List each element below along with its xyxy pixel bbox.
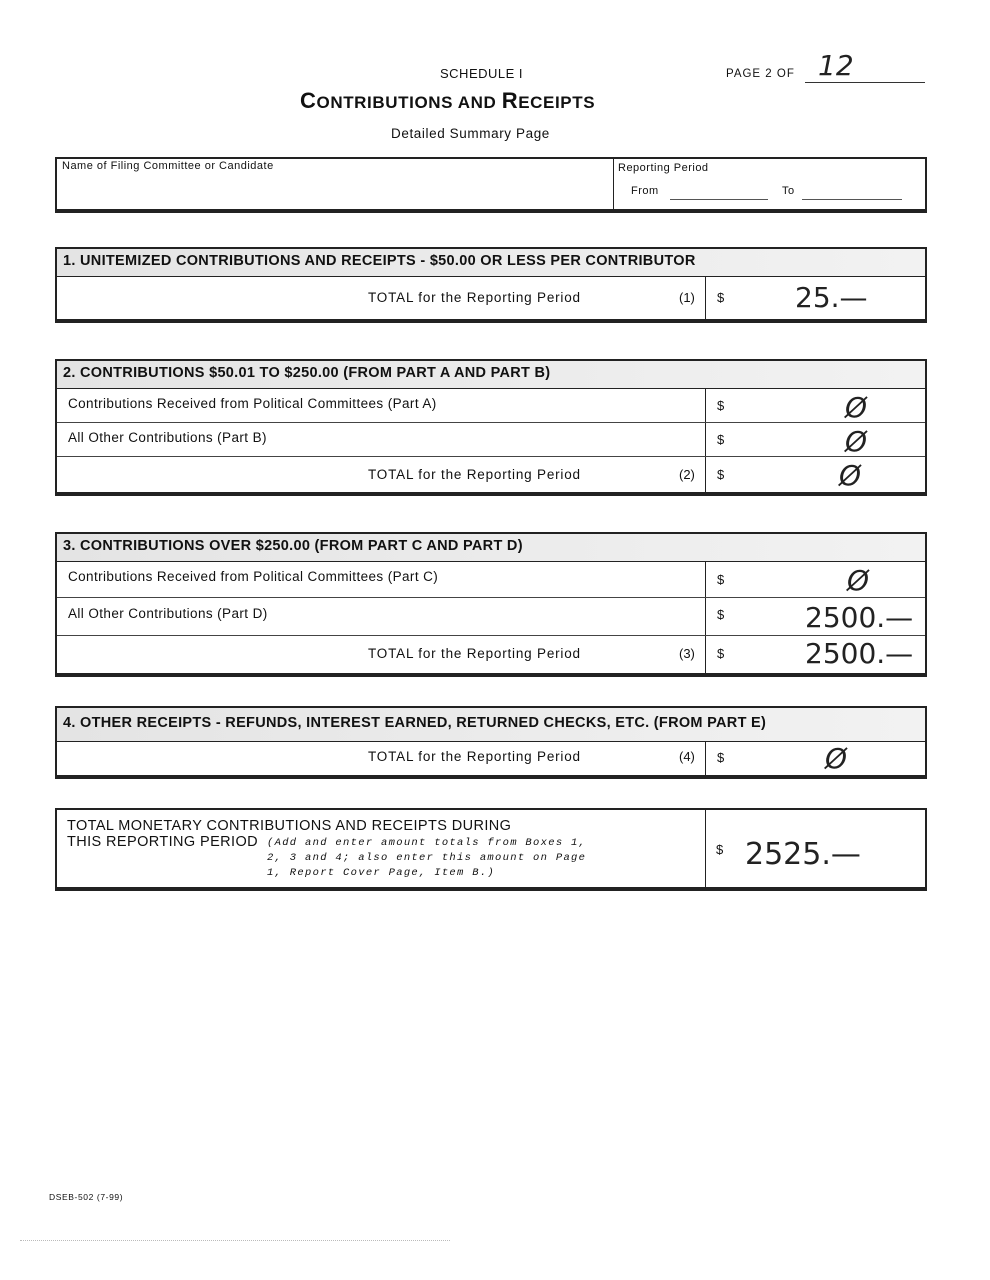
divider xyxy=(705,636,706,673)
section-4-total-value[interactable]: Ø xyxy=(825,742,848,775)
section-2-total-row xyxy=(57,457,925,494)
dollar-sign: $ xyxy=(717,572,725,587)
grand-total-line-1: TOTAL MONETARY CONTRIBUTIONS AND RECEIPTS DURING xyxy=(67,818,512,834)
section-4-box xyxy=(55,706,927,779)
divider xyxy=(705,742,706,775)
section-3-total-row xyxy=(57,636,925,673)
total-label: TOTAL for the Reporting Period xyxy=(368,646,581,661)
page-total-line xyxy=(805,82,925,83)
part-a-value[interactable]: Ø xyxy=(845,391,868,424)
grand-total-box xyxy=(55,808,927,891)
divider xyxy=(705,562,706,597)
section-1-box xyxy=(55,247,927,323)
part-a-label: Contributions Received from Political Committees (Part A) xyxy=(68,396,437,411)
section-2-part-a-row xyxy=(57,389,925,423)
dollar-sign: $ xyxy=(717,290,725,305)
page-title xyxy=(300,88,595,114)
divider xyxy=(613,159,614,209)
section-4-header: 4. OTHER RECEIPTS - REFUNDS, INTEREST EARNED, RETURNED CHECKS, ETC. (FROM PART E) xyxy=(57,708,925,742)
page-of-label: PAGE 2 OF xyxy=(726,68,795,80)
section-1-total-value[interactable]: 25.— xyxy=(795,281,868,314)
section-3-part-d-row xyxy=(57,598,925,636)
filer-name-label: Name of Filing Committee or Candidate xyxy=(62,160,274,172)
grand-total-value[interactable]: 2525.— xyxy=(745,837,861,872)
part-d-value[interactable]: 2500.— xyxy=(805,601,914,634)
title-initial-r: R xyxy=(501,88,519,113)
dollar-sign: $ xyxy=(717,398,725,413)
section-2-box xyxy=(55,359,927,496)
section-3-total-value[interactable]: 2500.— xyxy=(805,637,914,670)
part-c-label: Contributions Received from Political Committees (Part C) xyxy=(68,569,439,584)
divider xyxy=(705,423,706,456)
section-2-part-b-row xyxy=(57,423,925,457)
page-total-value: 12 xyxy=(818,49,854,82)
divider xyxy=(705,457,706,494)
to-label: To xyxy=(782,185,795,197)
part-b-label: All Other Contributions (Part B) xyxy=(68,430,267,445)
total-line-number: (2) xyxy=(679,467,695,482)
section-3-header: 3. CONTRIBUTIONS OVER $250.00 (FROM PART C AND PART D) xyxy=(57,534,925,562)
filer-info-box xyxy=(55,157,927,213)
from-label: From xyxy=(631,185,659,197)
dollar-sign: $ xyxy=(717,646,725,661)
reporting-period-label: Reporting Period xyxy=(618,162,709,174)
total-label: TOTAL for the Reporting Period xyxy=(368,467,581,482)
total-line-number: (4) xyxy=(679,749,695,764)
section-2-header: 2. CONTRIBUTIONS $50.01 TO $250.00 (FROM PART A AND PART B) xyxy=(57,361,925,389)
divider xyxy=(705,810,706,887)
section-1-header: 1. UNITEMIZED CONTRIBUTIONS AND RECEIPTS - $50.00 OR LESS PER CONTRIBUTOR xyxy=(57,249,925,277)
divider xyxy=(705,598,706,635)
schedule-label: SCHEDULE I xyxy=(440,66,524,81)
section-3-box xyxy=(55,532,927,677)
dollar-sign: $ xyxy=(717,467,725,482)
dollar-sign: $ xyxy=(717,432,725,447)
total-label: TOTAL for the Reporting Period xyxy=(368,290,581,305)
total-line-number: (1) xyxy=(679,290,695,305)
title-initial-c: C xyxy=(300,88,317,113)
grand-total-line-2: THIS REPORTING PERIOD xyxy=(67,834,259,850)
divider xyxy=(705,389,706,422)
section-2-total-value[interactable]: Ø xyxy=(839,459,862,492)
title-part-1: ONTRIBUTIONS AND xyxy=(316,93,502,112)
part-b-value[interactable]: Ø xyxy=(845,425,868,458)
part-c-value[interactable]: Ø xyxy=(847,564,870,597)
to-field[interactable] xyxy=(802,199,902,200)
part-d-label: All Other Contributions (Part D) xyxy=(68,606,268,621)
dollar-sign: $ xyxy=(717,607,725,622)
dollar-sign: $ xyxy=(717,750,725,765)
from-field[interactable] xyxy=(670,199,768,200)
section-1-total-row xyxy=(57,277,925,321)
scan-artifact xyxy=(20,1240,450,1241)
grand-total-note: (Add and enter amount totals from Boxes 1, 2, 3 and 4; also enter this amount on Page 1, Report Cover Page, Item B.) xyxy=(267,837,587,879)
page-subtitle: Detailed Summary Page xyxy=(391,126,550,141)
dollar-sign: $ xyxy=(716,842,724,857)
total-label: TOTAL for the Reporting Period xyxy=(368,749,581,764)
total-line-number: (3) xyxy=(679,646,695,661)
title-part-2: ECEIPTS xyxy=(518,93,596,112)
section-3-part-c-row xyxy=(57,562,925,598)
divider xyxy=(705,277,706,321)
form-number: DSEB-502 (7-99) xyxy=(49,1192,124,1202)
section-4-total-row xyxy=(57,742,925,775)
